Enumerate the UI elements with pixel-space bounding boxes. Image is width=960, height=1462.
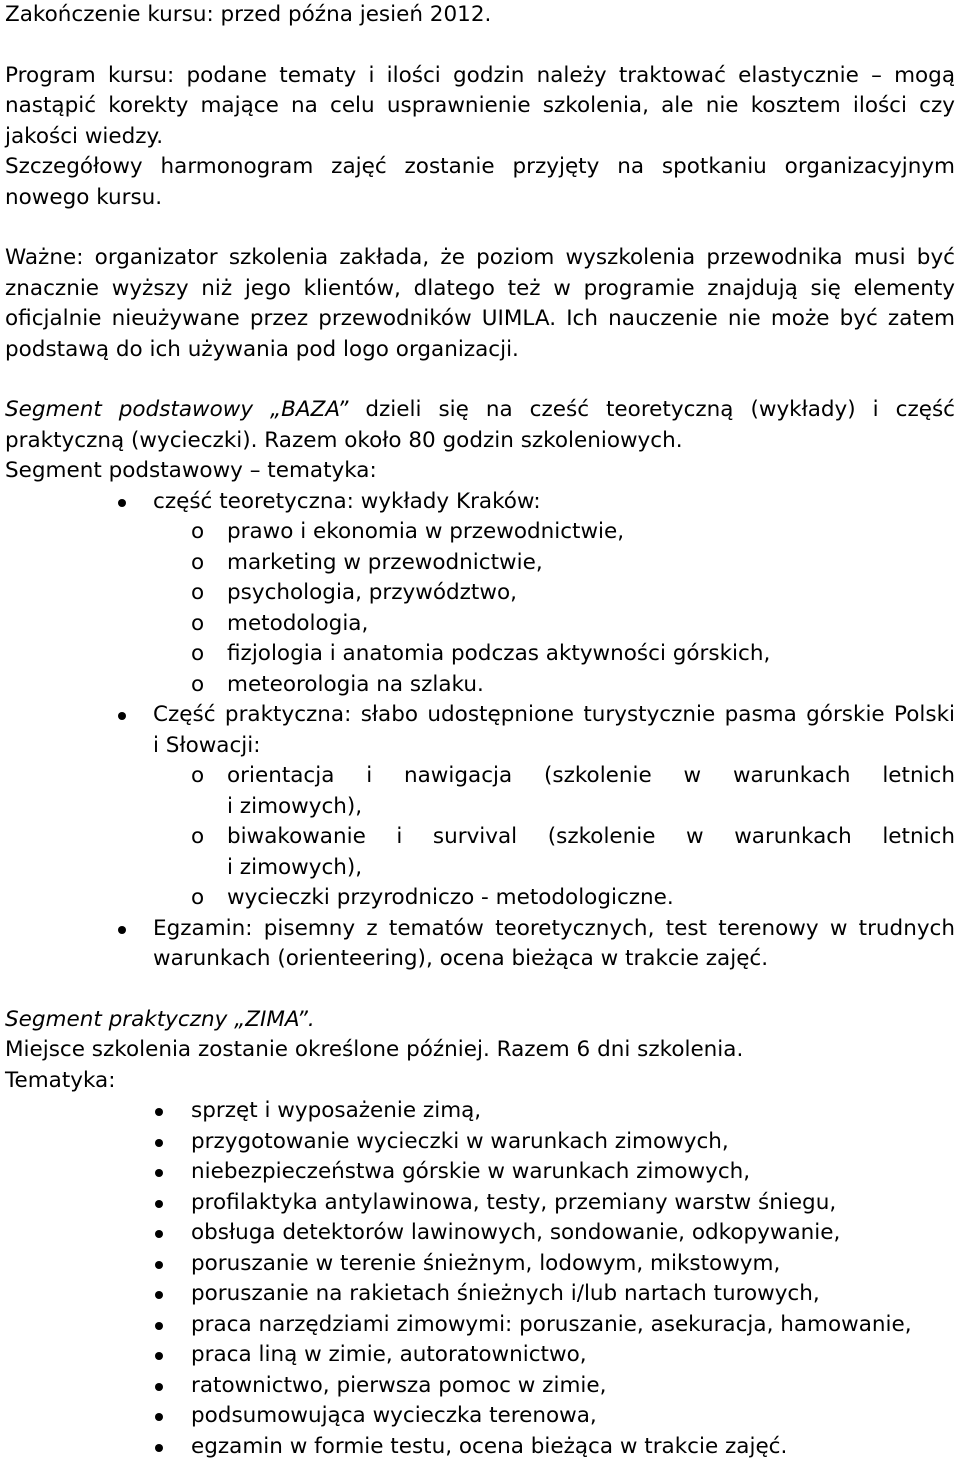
practice-item-text: wycieczki przyrodniczo - metodologiczne. [227,883,955,914]
theory-item-text: meteorologia na szlaku. [227,672,484,697]
bullet-icon [118,926,126,934]
bullet-icon [118,499,126,507]
sub-bullet-icon: o [191,670,204,701]
bullet-icon [155,1444,163,1452]
sub-bullet-icon: o [191,517,204,548]
baza-intro-rest: dzieli się na cześć teoretyczną (wykłady) i część [348,397,955,422]
program-paragraph [5,61,955,214]
bullet-icon [155,1352,163,1360]
zima-list-item [5,1279,955,1310]
practice-label-line: i Słowacji: [153,731,955,762]
practice-label-line: Część praktyczna: słabo udostępnione turystycznie pasma górskie Polski [153,700,955,731]
list-item-practice [5,700,955,761]
list-item-exam [5,914,955,975]
program-line: nowego kursu. [5,183,955,214]
baza-segment-title: Segment podstawowy „BAZA” [5,397,348,422]
baza-section [5,395,955,975]
spacer [5,975,955,1005]
zima-item-text: poruszanie w terenie śnieżnym, lodowym, mikstowym, [191,1251,780,1276]
zima-topics-heading: Tematyka: [5,1066,955,1097]
bullet-icon [155,1139,163,1147]
zima-item-text: sprzęt i wyposażenie zimą, [191,1098,481,1123]
practice-sublist [5,761,955,914]
practice-item-text: orientacja i nawigacja (szkolenie w warunkach letnich [227,761,955,792]
theory-label: część teoretyczna: wykłady Kraków: [153,487,955,518]
theory-item-text: marketing w przewodnictwie, [227,550,543,575]
exam-line: Egzamin: pisemny z tematów teoretycznych, test terenowy w trudnych [153,914,955,945]
bullet-icon [155,1169,163,1177]
spacer [5,365,955,395]
spacer [5,213,955,243]
zima-list-item [5,1188,955,1219]
bullet-icon [155,1261,163,1269]
bullet-icon [155,1200,163,1208]
baza-intro-line-2: praktyczną (wycieczki). Razem około 80 godzin szkoleniowych. [5,426,955,457]
spacer [5,31,955,61]
bullet-icon [155,1291,163,1299]
sub-bullet-icon: o [191,639,204,670]
practice-item-text: biwakowanie i survival (szkolenie w warunkach letnich [227,822,955,853]
zima-section [5,1005,955,1462]
theory-item-text: prawo i ekonomia w przewodnictwie, [227,519,624,544]
theory-item-text: metodologia, [227,611,368,636]
theory-sublist-item [5,517,955,548]
theory-item-text: psychologia, przywództwo, [227,580,517,605]
sub-bullet-icon: o [191,548,204,579]
bullet-icon [155,1383,163,1391]
zima-item-text: ratownictwo, pierwsza pomoc w zimie, [191,1373,606,1398]
sub-bullet-icon: o [191,883,204,914]
sub-bullet-icon: o [191,609,204,640]
sub-bullet-icon: o [191,822,204,853]
zima-place-line: Miejsce szkolenia zostanie określone później. Razem 6 dni szkolenia. [5,1035,955,1066]
practice-list [5,700,955,761]
theory-sublist-item [5,578,955,609]
important-line: znacznie wyższy niż jego klientów, dlatego też w programie znajdują się elementy [5,274,955,305]
practice-item-text: i zimowych), [227,792,955,823]
program-line: nastąpić korekty mające na celu usprawnienie szkolenia, ale nie kosztem ilości czy [5,91,955,122]
zima-item-text: przygotowanie wycieczki w warunkach zimowych, [191,1129,729,1154]
zima-list-item [5,1127,955,1158]
important-paragraph [5,243,955,365]
baza-topics-heading: Segment podstawowy – tematyka: [5,456,955,487]
program-line: Szczegółowy harmonogram zajęć zostanie przyjęty na spotkaniu organizacyjnym [5,152,955,183]
zima-segment-title: Segment praktyczny „ZIMA”. [5,1005,955,1036]
sub-bullet-icon: o [191,761,204,792]
bullet-icon [155,1413,163,1421]
program-line: Program kursu: podane tematy i ilości godzin należy traktować elastycznie – mogą [5,61,955,92]
theory-item-text: fizjologia i anatomia podczas aktywności górskich, [227,641,770,666]
zima-list-item [5,1096,955,1127]
zima-item-text: niebezpieczeństwa górskie w warunkach zimowych, [191,1159,750,1184]
zima-item-text: poruszanie na rakietach śnieżnych i/lub nartach turowych, [191,1281,820,1306]
zima-item-text: profilaktyka antylawinowa, testy, przemiany warstw śniegu, [191,1190,836,1215]
theory-sublist-item [5,609,955,640]
zima-item-text: egzamin w formie testu, ocena bieżąca w trakcie zajęć. [191,1434,787,1459]
zima-item-text: podsumowująca wycieczka terenowa, [191,1403,597,1428]
zima-item-text: praca liną w zimie, autoratownictwo, [191,1342,587,1367]
practice-item-text: i zimowych), [227,853,955,884]
baza-topics-list [5,487,955,518]
theory-sublist-item [5,639,955,670]
exam-list [5,914,955,975]
list-item-theory [5,487,955,518]
zima-item-text: obsługa detektorów lawinowych, sondowanie, odkopywanie, [191,1220,840,1245]
bullet-icon [155,1230,163,1238]
practice-sublist-item [5,822,955,883]
bullet-icon [118,712,126,720]
zima-list-item [5,1432,955,1462]
baza-intro-line [5,395,955,426]
important-line: podstawą do ich używania pod logo organizacji. [5,335,955,366]
important-line: Ważne: organizator szkolenia zakłada, że poziom wyszkolenia przewodnika musi być [5,243,955,274]
bullet-icon [155,1322,163,1330]
zima-list-item [5,1157,955,1188]
zima-topics-list [5,1096,955,1462]
zima-list-item [5,1371,955,1402]
practice-sublist-item [5,761,955,822]
program-line: jakości wiedzy. [5,122,955,153]
zima-list-item [5,1218,955,1249]
theory-sublist-item [5,548,955,579]
zima-list-item [5,1310,955,1341]
zima-list-item [5,1401,955,1432]
important-line: oficjalnie nieużywane przez przewodników UIMLA. Ich nauczenie nie może być zatem [5,304,955,335]
zima-list-item [5,1340,955,1371]
zima-item-text: praca narzędziami zimowymi: poruszanie, asekuracja, hamowanie, [191,1312,912,1337]
bullet-icon [155,1108,163,1116]
zima-list-item [5,1249,955,1280]
practice-sublist-item [5,883,955,914]
theory-sublist-item [5,670,955,701]
course-end-line: Zakończenie kursu: przed późna jesień 2012. [5,0,955,31]
sub-bullet-icon: o [191,578,204,609]
theory-sublist [5,517,955,700]
exam-line: warunkach (orienteering), ocena bieżąca w trakcie zajęć. [153,944,955,975]
